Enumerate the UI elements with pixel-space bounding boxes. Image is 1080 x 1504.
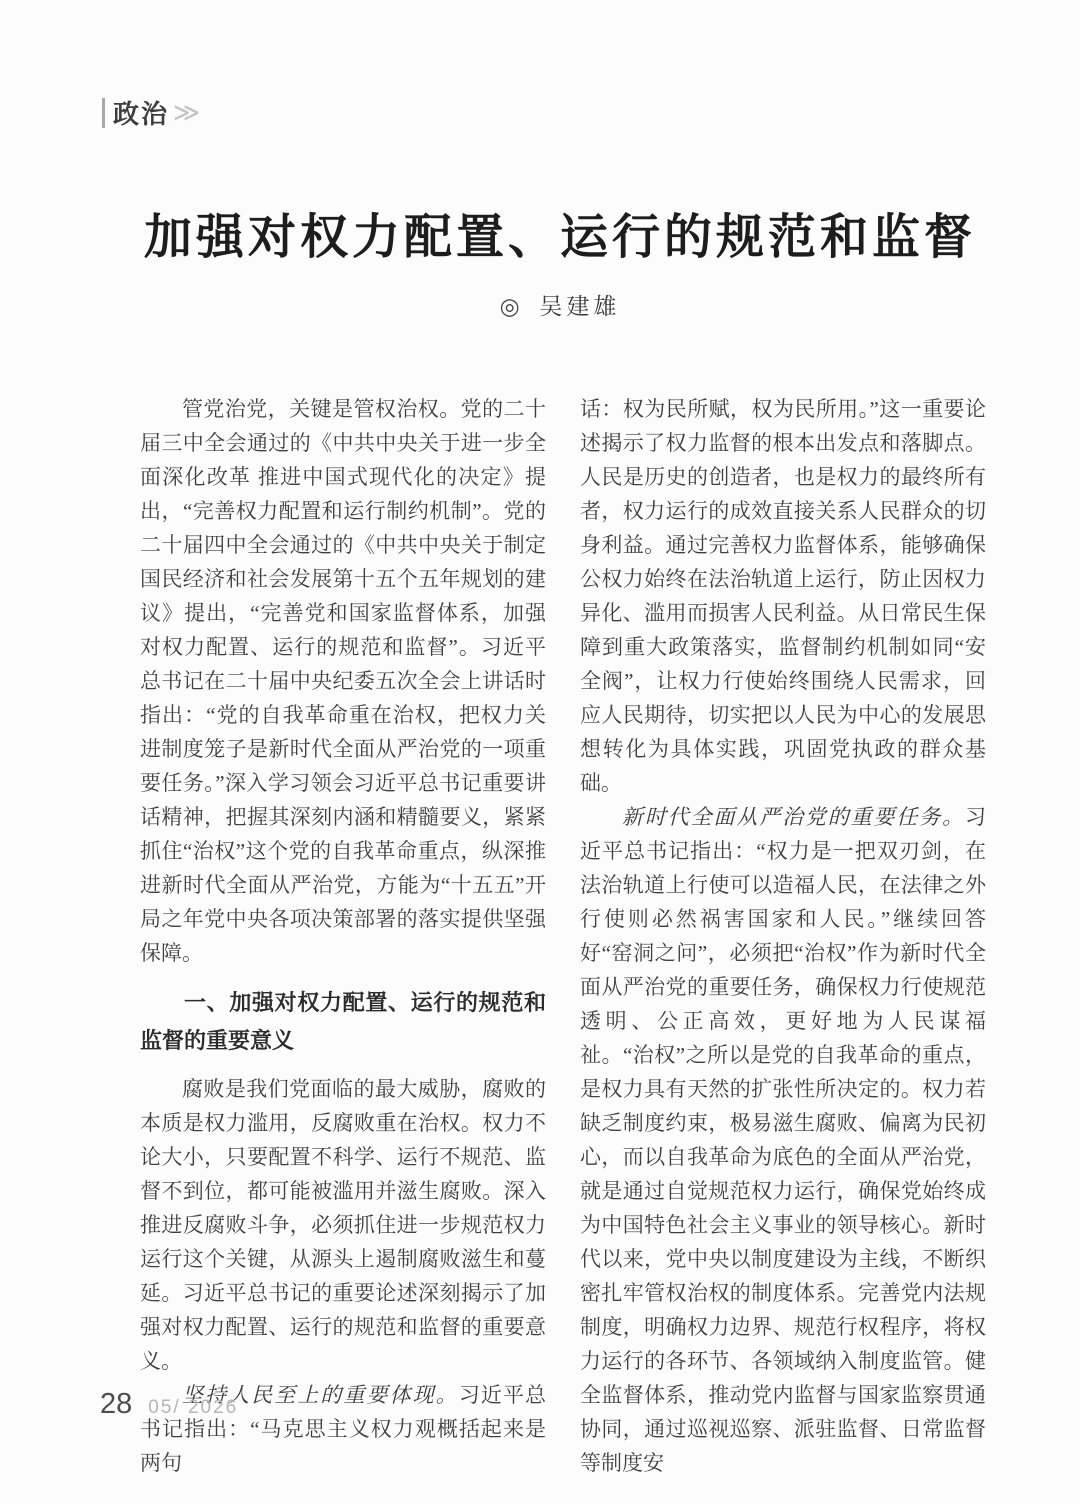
emphasis-lead: 坚持人民至上的重要体现。 [182,1383,459,1407]
paragraph-4-text: 习近平总书记指出：“权力是一把双刃剑，在法治轨道上行使可以造福人民，在法律之外行使则必然祸害国家和人民。”继续回答好“窑洞之问”，必须把“治权”作为新时代全面从严治党的重要任务，确保权力行使规范透明、公正高效，更好地为人民谋福祉。“治权”之所以是党的自我革命的重点，是权力具有天然的扩张性所决定的。权力若缺乏制度约束，极易滋生腐败、偏离为民初心，而以自我革命为底色的全面从严治党，就是通过自觉规范权力运行，确保党始终成为中国特色社会主义事业的领导核心。新时代以来，党中央以制度建设为主线，不断织密扎牢管权治权的制度体系。完善党内法规制度，明确权力边界、规范行权程序，将权力运行的各环节、各领域纳入制度监管。健全监督体系，推动党内监督与国家监察贯通协同，通过巡视巡察、派驻监督、日常监督等制度安 [580,805,986,1475]
article-title: 加强对权力配置、运行的规范和监督 [143,211,976,264]
section-tag-bar [102,98,105,128]
page-footer [100,1388,238,1421]
article-body [140,392,986,1480]
section-label: 政治 [113,99,170,129]
author-marker-icon: ◎ [499,294,524,319]
page-number: 28 [100,1388,133,1420]
section-heading: 一、加强对权力配置、运行的规范和监督的重要意义 [140,990,546,1053]
author-line [120,288,1000,321]
author-name: 吴建雄 [539,294,621,319]
column-right [580,392,986,1480]
column-left [140,392,546,1480]
section-tag [102,94,200,131]
emphasis-lead: 新时代全面从严治党的重要任务。 [622,805,965,829]
chevron-right-icon: ≫ [173,97,201,127]
paragraph-3-text: 习近平总书记指出：“马克思主义权力观概括起来是两句 [140,1383,547,1475]
paragraph-1: 管党治党，关键是管权治权。党的二十届三中全会通过的《中共中央关于进一步全面深化改革 推进中国式现代化的决定》提出，“完善权力配置和运行制约机制”。党的二十届四中全会通过的《中共中央关于制定国民经济和社会发展第十五个五年规划的建议》提出，“完善党和国家监督体系，加强对权力配置、运行的规范和监督”。习近平总书记在二十届中央纪委五次全会上讲话时指出：“党的自我革命重在治权，把权力关进制度笼子是新时代全面从严治党的一项重要任务。”深入学习领会习近平总书记重要讲话精神，把握其深刻内涵和精髓要义，紧紧抓住“治权”这个党的自我革命重点，纵深推进新时代全面从严治党，方能为“十五五”开局之年党中央各项决策部署的落实提供坚强保障。 [140,397,546,965]
paragraph-4 [580,800,986,1480]
paragraph-3-continued: 话：权为民所赋，权为民所用。”这一重要论述揭示了权力监督的根本出发点和落脚点。人民是历史的创造者，也是权力的最终所有者，权力运行的成效直接关系人民群众的切身利益。通过完善权力监督体系，能够确保公权力始终在法治轨道上运行，防止因权力异化、滥用而损害人民利益。从日常民生保障到重大政策落实，监督制约机制如同“安全阀”，让权力行使始终围绕人民需求，回应人民期待，切实把以人民为中心的发展思想转化为具体实践，巩固党执政的群众基础。 [580,397,986,795]
paragraph-2: 腐败是我们党面临的最大威胁，腐败的本质是权力滥用，反腐败重在治权。权力不论大小，只要配置不科学、运行不规范、监督不到位，都可能被滥用并滋生腐败。深入推进反腐败斗争，必须抓住进一步规范权力运行这个关键，从源头上遏制腐败滋生和蔓延。习近平总书记的重要论述深刻揭示了加强对权力配置、运行的规范和监督的重要意义。 [140,1077,546,1373]
issue-label: 05/ 2026 [148,1397,239,1418]
